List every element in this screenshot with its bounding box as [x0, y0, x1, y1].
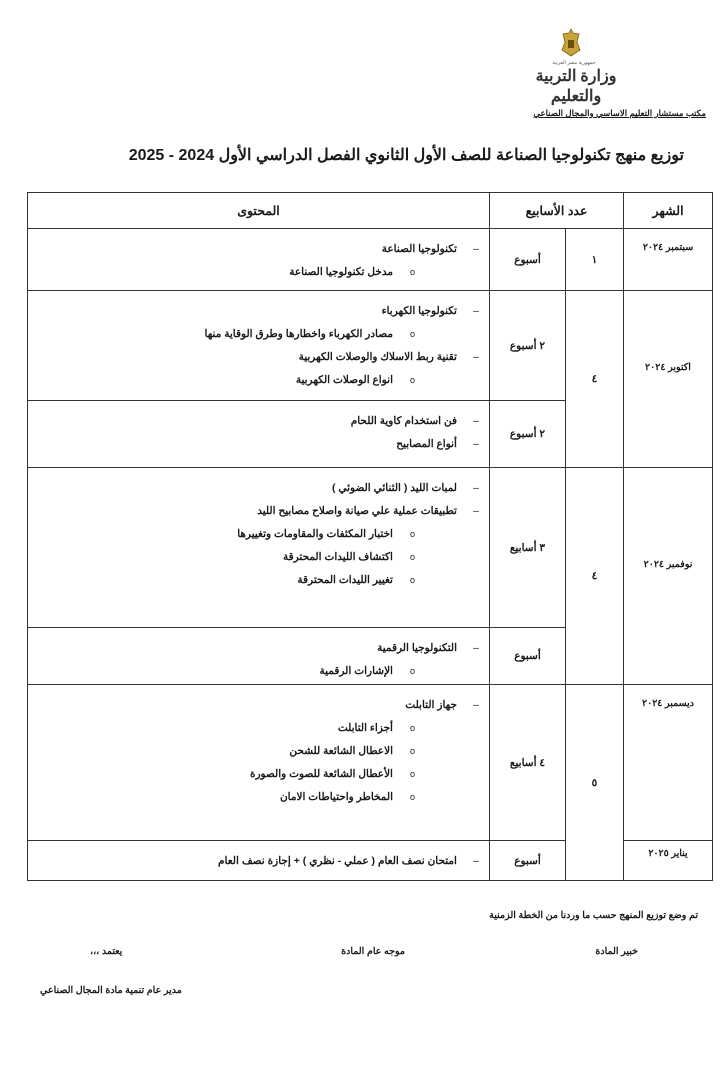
dash-bullet-icon: –: [473, 505, 479, 517]
sub-item: [28, 262, 479, 285]
item-text: مدخل تكنولوجيا الصناعة: [289, 266, 393, 278]
document-title: توزيع منهج تكنولوجيا الصناعة للصف الأول الثانوي الفصل الدراسي الأول 2024 - 2025: [128, 147, 684, 164]
topic-item: [28, 638, 479, 661]
item-text: أجزاء التابلت: [337, 722, 393, 734]
sub-item: [28, 764, 479, 787]
month-cell: اكتوبر ٢٠٢٤: [624, 291, 713, 468]
sub-item: [28, 787, 479, 810]
signature-expert: خبير المادة: [595, 946, 638, 957]
topic-item: [28, 347, 479, 370]
month-cell: ديسمبر ٢٠٢٤: [624, 685, 713, 841]
content-cell: [28, 841, 490, 881]
weeks-cell: أسبوع: [489, 841, 565, 881]
topic-item: [28, 434, 479, 457]
dash-bullet-icon: –: [473, 855, 479, 867]
curriculum-table: [27, 192, 713, 881]
item-text: أنواع المصابيح: [396, 438, 457, 450]
sub-item: [28, 524, 479, 547]
item-text: تغيير الليدات المحترقة: [297, 574, 393, 586]
week-count-cell: ١: [566, 229, 624, 291]
signature-supervisor: موجه عام المادة: [341, 946, 405, 957]
header-weeks: عدد الأسابيع: [489, 193, 623, 229]
dash-bullet-icon: –: [473, 482, 479, 494]
sub-item: [28, 661, 479, 684]
content-cell: [28, 229, 490, 291]
circle-bullet-icon: o: [409, 529, 415, 539]
content-cell: [28, 685, 490, 841]
table-row: [28, 685, 713, 841]
month-cell: سبتمبر ٢٠٢٤: [624, 229, 713, 291]
weeks-cell: ٣ أسابيع: [489, 468, 565, 628]
signature-approve: يعتمد ،،،: [90, 946, 123, 957]
item-text: المخاطر واحتياطات الامان: [279, 791, 393, 803]
header-month: الشهر: [624, 193, 713, 229]
republic-label: جمهورية مصر العربية: [552, 60, 596, 66]
weeks-cell: أسبوع: [489, 229, 565, 291]
dash-bullet-icon: –: [473, 642, 479, 654]
topic-item: [28, 239, 479, 262]
topic-item: [28, 501, 479, 524]
circle-bullet-icon: o: [409, 769, 415, 779]
dash-bullet-icon: –: [473, 305, 479, 317]
item-text: الإشارات الرقمية: [319, 665, 393, 677]
office-name: مكتب مستشار التعليم الاساسي والمجال الصناعي: [533, 108, 706, 118]
item-text: انواع الوصلات الكهربية: [295, 374, 393, 386]
table-row: [28, 291, 713, 401]
sub-item: [28, 718, 479, 741]
item-text: تقنية ربط الاسلاك والوصلات الكهربية: [298, 351, 457, 363]
circle-bullet-icon: o: [409, 723, 415, 733]
header-content: المحتوى: [28, 193, 490, 229]
circle-bullet-icon: o: [409, 792, 415, 802]
circle-bullet-icon: o: [409, 666, 415, 676]
week-count-cell: ٤: [566, 291, 624, 468]
eagle-emblem-icon: [560, 28, 582, 58]
weeks-cell: ٤ أسابيع: [489, 685, 565, 841]
month-cell: يناير ٢٠٢٥: [624, 841, 713, 881]
dash-bullet-icon: –: [473, 438, 479, 450]
item-text: امتحان نصف العام ( عملي - نظري ) + إجازة نصف العام: [218, 855, 457, 867]
circle-bullet-icon: o: [409, 375, 415, 385]
dash-bullet-icon: –: [473, 351, 479, 363]
topic-item: [28, 851, 479, 874]
dash-bullet-icon: –: [473, 699, 479, 711]
sub-item: [28, 547, 479, 570]
item-text: تكنولوجيا الصناعة: [381, 243, 457, 255]
topic-item: [28, 411, 479, 434]
item-text: اكتشاف الليدات المحترقة: [282, 551, 393, 563]
table-row: [28, 468, 713, 628]
content-cell: [28, 401, 490, 468]
week-count-cell: ٤: [566, 468, 624, 685]
table-header-row: [28, 193, 713, 229]
item-text: تكنولوجيا الكهرباء: [381, 305, 457, 317]
month-cell: نوفمبر ٢٠٢٤: [624, 468, 713, 685]
content-cell: [28, 291, 490, 401]
item-text: التكنولوجيا الرقمية: [377, 642, 457, 654]
footer-note: تم وضع توزيع المنهج حسب ما وردنا من الخطة الزمنية: [489, 910, 698, 921]
weeks-cell: ٢ أسبوع: [489, 401, 565, 468]
item-text: الاعطال الشائعة للشحن: [289, 745, 393, 757]
topic-item: [28, 478, 479, 501]
dash-bullet-icon: –: [473, 415, 479, 427]
item-text: تطبيقات عملية علي صيانة واصلاح مصابيح الليد: [257, 505, 457, 517]
circle-bullet-icon: o: [409, 552, 415, 562]
circle-bullet-icon: o: [409, 267, 415, 277]
content-cell: [28, 468, 490, 628]
item-text: مصادر الكهرباء واخطارها وطرق الوقاية منها: [204, 328, 393, 340]
ministry-logo-text: وزارة التربية والتعليم: [535, 68, 617, 105]
topic-item: [28, 695, 479, 718]
item-text: اختبار المكثفات والمقاومات وتغييرها: [237, 528, 393, 540]
sub-item: [28, 741, 479, 764]
dash-bullet-icon: –: [473, 243, 479, 255]
item-text: جهاز التابلت: [405, 699, 457, 711]
topic-item: [28, 301, 479, 324]
item-text: فن استخدام كاوية اللحام: [350, 415, 457, 427]
weeks-cell: ٢ أسبوع: [489, 291, 565, 401]
table-row: [28, 229, 713, 291]
item-text: لمبات الليد ( الثنائي الضوئي ): [331, 482, 457, 494]
content-cell: [28, 628, 490, 685]
sub-item: [28, 370, 479, 393]
item-text: الأعطال الشائعة للصوت والصورة: [249, 768, 393, 780]
circle-bullet-icon: o: [409, 329, 415, 339]
circle-bullet-icon: o: [409, 746, 415, 756]
weeks-cell: أسبوع: [489, 628, 565, 685]
signature-director: مدير عام تنمية مادة المجال الصناعي: [40, 985, 182, 996]
week-count-cell: ٥: [566, 685, 624, 881]
circle-bullet-icon: o: [409, 575, 415, 585]
sub-item: [28, 324, 479, 347]
sub-item: [28, 570, 479, 593]
